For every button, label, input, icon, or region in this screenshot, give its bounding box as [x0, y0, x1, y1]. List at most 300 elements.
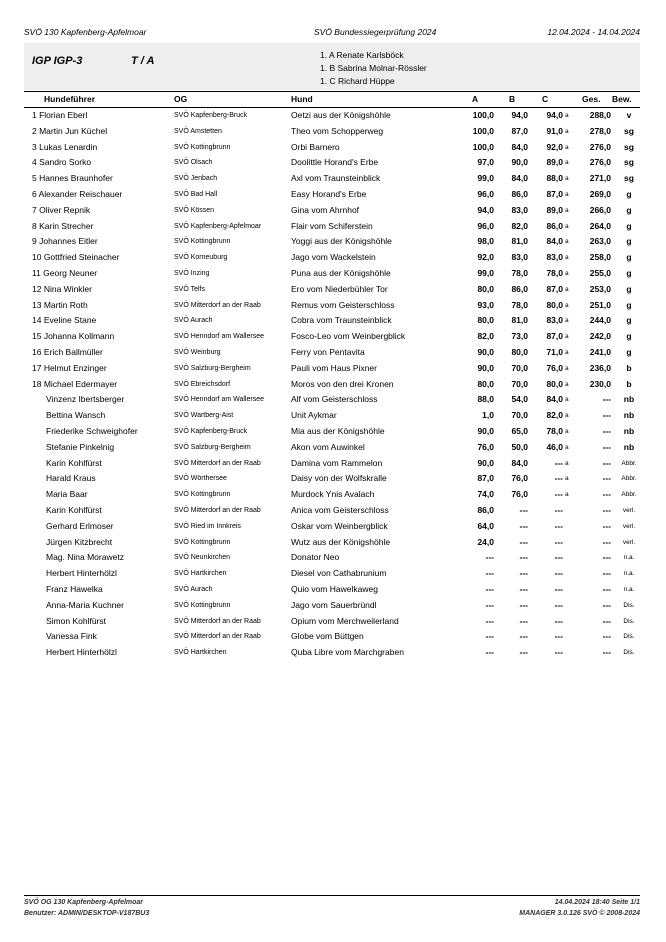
col-dog: Hund [291, 94, 313, 104]
og-cell: SVÖ Kapfenberg-Apfelmoar [174, 222, 262, 230]
score-b-cell: 76,0 [511, 489, 528, 500]
score-a-cell: 99,0 [477, 267, 494, 278]
og-cell: SVÖ Ried im Innkreis [174, 522, 241, 530]
score-c-cell: 94,0 [546, 110, 563, 120]
table-row [0, 519, 666, 535]
dog-cell: Jago vom Wackelstein [291, 252, 376, 263]
rating-cell: Dis. [623, 601, 635, 609]
og-cell: SVÖ Olsach [174, 159, 213, 167]
score-c-cell: 87,0 [546, 188, 563, 199]
score-b-cell: --- [519, 647, 528, 658]
og-cell: SVÖ Ebreichsdorf [174, 380, 231, 388]
total-cell: --- [602, 394, 611, 405]
dog-cell: Diesel von Cathabrunium [291, 568, 387, 579]
handler-cell: 10 Gottfried Steinacher [32, 252, 120, 263]
score-a-cell: 99,0 [477, 173, 494, 184]
score-c-cell: 80,0 [546, 378, 563, 389]
score-a-cell: 96,0 [477, 188, 494, 199]
handler-cell: 16 Erich Ballmüller [32, 346, 103, 357]
score-a-cell: 94,0 [477, 204, 494, 215]
og-cell: SVÖ Neunkirchen [174, 554, 231, 562]
rating-cell: v [626, 110, 632, 120]
footer-rule [24, 895, 640, 896]
total-cell: 264,0 [589, 220, 611, 231]
table-row [0, 550, 666, 566]
dog-cell: Anica vom Geisterschloss [291, 504, 389, 515]
rating-cell: Dis. [623, 617, 635, 625]
table-row [0, 140, 666, 156]
handler-cell: 17 Helmut Enzinger [32, 362, 107, 373]
handler-cell: Herbert Hinterhölzl [46, 647, 117, 658]
total-cell: --- [602, 599, 611, 610]
rating-cell: sg [624, 157, 634, 168]
score-c-cell: --- [554, 568, 563, 579]
rating-cell: nb [623, 410, 635, 421]
og-cell: SVÖ Aurach [174, 317, 213, 325]
score-c-cell: 89,0 [546, 157, 563, 168]
score-c-suffix: a [565, 396, 569, 404]
score-a-cell: 92,0 [477, 252, 494, 263]
handler-cell: Simon Kohlfürst [46, 615, 106, 626]
score-c-cell: --- [554, 631, 563, 642]
score-c-cell: 78,0 [546, 267, 563, 278]
og-cell: SVÖ Bad Hall [174, 190, 218, 198]
og-cell: SVÖ Mitterdorf an der Raab [174, 301, 261, 309]
dog-cell: Wutz aus der Königshöhle [291, 536, 391, 547]
og-cell: SVÖ Kapfenberg-Bruck [174, 112, 248, 119]
table-header [24, 91, 640, 108]
score-c-suffix: a [565, 380, 569, 388]
score-c-cell: --- [554, 583, 563, 594]
exam-class: T / A [131, 55, 155, 67]
total-cell: 236,0 [589, 362, 611, 373]
score-c-suffix: a [565, 364, 569, 372]
score-b-cell: 84,0 [511, 141, 528, 152]
total-cell: --- [602, 520, 611, 531]
total-cell: --- [602, 441, 611, 452]
dog-cell: Quba Libre vom Marchgraben [291, 647, 404, 658]
handler-cell: 1 Florian Eberl [32, 110, 88, 120]
score-b-cell: 84,0 [511, 457, 528, 468]
table-row [0, 282, 666, 298]
handler-cell: Stefanie Pinkelnig [46, 441, 115, 452]
handler-cell: 18 Michael Edermayer [32, 378, 118, 389]
total-cell: 263,0 [589, 236, 611, 247]
table-row [0, 566, 666, 582]
score-a-cell: 90,0 [477, 425, 494, 436]
score-b-cell: 78,0 [511, 299, 528, 310]
rating-cell: g [626, 267, 632, 278]
dog-cell: Opium vom Merchweilerland [291, 615, 399, 626]
handler-cell: Vanessa Fink [46, 631, 97, 642]
total-cell: 253,0 [589, 283, 611, 294]
dog-cell: Akon vom Auwinkel [291, 441, 365, 452]
rating-cell: Abbr. [621, 475, 637, 483]
dog-cell: Moros von den drei Kronen [291, 378, 394, 389]
score-c-cell: 80,0 [546, 299, 563, 310]
score-b-cell: 94,0 [511, 110, 528, 120]
judge-c: 1. C Richard Hüppe [320, 76, 395, 86]
handler-cell: 3 Lukas Lenardin [32, 141, 98, 152]
score-b-cell: 70,0 [511, 410, 528, 421]
score-a-cell: --- [485, 615, 494, 626]
dog-cell: Cobra vom Traunsteinblick [291, 315, 392, 326]
table-row [0, 645, 666, 661]
rating-cell: n.a. [623, 554, 635, 562]
score-a-cell: --- [485, 631, 494, 642]
score-a-cell: 80,0 [477, 283, 494, 294]
score-a-cell: 82,0 [477, 331, 494, 342]
rating-cell: verl. [622, 522, 636, 530]
table-row [0, 345, 666, 361]
total-cell: 271,0 [589, 173, 611, 184]
rating-cell: Dis. [623, 633, 635, 641]
total-cell: --- [602, 568, 611, 579]
handler-cell: Vinzenz Ibertsberger [46, 394, 125, 405]
rating-cell: Abbr. [621, 491, 637, 499]
handler-cell: Herbert Hinterhölzl [46, 568, 117, 579]
score-c-suffix: a [565, 269, 569, 277]
handler-cell: Friederike Schweighofer [46, 425, 138, 436]
score-c-cell: --- [554, 457, 563, 468]
rating-cell: g [626, 315, 632, 326]
total-cell: 276,0 [589, 141, 611, 152]
rating-cell: nb [623, 394, 635, 405]
total-cell: --- [602, 473, 611, 484]
rating-cell: verl. [622, 538, 636, 546]
total-cell: --- [602, 504, 611, 515]
rating-cell: g [626, 236, 632, 247]
dog-cell: Ero vom Niederbühler Tor [291, 283, 388, 294]
og-cell: SVÖ Korneuburg [174, 254, 228, 262]
dog-cell: Flair vom Schiferstein [291, 220, 373, 231]
og-cell: SVÖ Kottingbrunn [174, 491, 231, 499]
table-row [0, 424, 666, 440]
score-b-cell: 86,0 [511, 188, 528, 199]
dog-cell: Daisy von der Wolfskralle [291, 473, 387, 484]
score-a-cell: 88,0 [477, 394, 494, 405]
dog-cell: Puna aus der Königshöhle [291, 267, 391, 278]
score-c-cell: --- [554, 536, 563, 547]
score-b-cell: 65,0 [511, 425, 528, 436]
handler-cell: Franz Hawelka [46, 583, 103, 594]
score-c-suffix: a [565, 285, 569, 293]
og-cell: SVÖ Aurach [174, 585, 213, 593]
total-cell: 266,0 [589, 204, 611, 215]
score-c-cell: --- [554, 615, 563, 626]
results-table [0, 108, 666, 661]
score-a-cell: --- [485, 583, 494, 594]
header-dates: 12.04.2024 - 14.04.2024 [547, 27, 640, 37]
score-a-cell: 90,0 [477, 457, 494, 468]
score-a-cell: 98,0 [477, 236, 494, 247]
score-c-suffix: a [565, 175, 569, 183]
score-b-cell: --- [519, 552, 528, 563]
score-c-suffix: a [565, 412, 569, 420]
score-b-cell: 83,0 [511, 252, 528, 263]
dog-cell: Mia aus der Königshöhle [291, 425, 385, 436]
og-cell: SVÖ Telfs [174, 285, 205, 293]
og-cell: SVÖ Inzing [174, 269, 210, 277]
score-a-cell: --- [485, 568, 494, 579]
og-cell: SVÖ Wartberg-Aist [174, 412, 234, 420]
og-cell: SVÖ Amstetten [174, 127, 222, 135]
handler-cell: Maria Baar [46, 489, 88, 500]
header-club: SVÖ 130 Kapfenberg-Apfelmoar [24, 27, 147, 37]
og-cell: SVÖ Mitterdorf an der Raab [174, 617, 261, 625]
score-a-cell: 86,0 [477, 504, 494, 515]
score-c-cell: 83,0 [546, 315, 563, 326]
score-a-cell: 76,0 [477, 441, 494, 452]
score-c-suffix: a [565, 206, 569, 214]
score-c-cell: 89,0 [546, 204, 563, 215]
dog-cell: Yoggi aus der Königshöhle [291, 236, 392, 247]
score-b-cell: --- [519, 568, 528, 579]
footer-printed: 14.04.2024 18:40 Seite 1/1 [554, 899, 640, 906]
score-c-suffix: a [565, 190, 569, 198]
score-a-cell: 80,0 [477, 315, 494, 326]
og-cell: SVÖ Hartkirchen [174, 570, 227, 578]
score-b-cell: 81,0 [511, 315, 528, 326]
rating-cell: Abbr. [621, 459, 637, 467]
table-row [0, 108, 666, 124]
score-c-cell: --- [554, 647, 563, 658]
score-c-cell: 87,0 [546, 331, 563, 342]
score-a-cell: 93,0 [477, 299, 494, 310]
handler-cell: 5 Hannes Braunhofer [32, 173, 113, 184]
score-a-cell: 64,0 [477, 520, 494, 531]
exam-title: IGP IGP-3 [32, 55, 83, 67]
rating-cell: n.a. [623, 585, 635, 593]
header-event: SVÖ Bundessiegerprüfung 2024 [314, 27, 437, 37]
rating-cell: b [626, 362, 632, 373]
table-row [0, 234, 666, 250]
score-c-suffix: a [565, 427, 569, 435]
score-a-cell: 1,0 [482, 410, 494, 421]
og-cell: SVÖ Salzburg-Bergheim [174, 364, 251, 372]
og-cell: SVÖ Mitterdorf an der Raab [174, 633, 261, 641]
handler-cell: 11 Georg Neuner [32, 267, 98, 278]
handler-cell: Gerhard Erlmoser [46, 520, 114, 531]
dog-cell: Oskar vom Weinbergblick [291, 520, 388, 531]
score-c-suffix: a [565, 348, 569, 356]
score-a-cell: --- [485, 647, 494, 658]
score-b-cell: 84,0 [511, 173, 528, 184]
rating-cell: g [626, 331, 632, 342]
handler-cell: 14 Eveline Stane [32, 315, 97, 326]
og-cell: SVÖ Kottingbrunn [174, 238, 231, 246]
score-b-cell: 82,0 [511, 220, 528, 231]
score-a-cell: 74,0 [477, 489, 494, 500]
footer-club: SVÖ OG 130 Kapfenberg-Apfelmoar [24, 899, 144, 906]
total-cell: --- [602, 457, 611, 468]
score-a-cell: 80,0 [477, 378, 494, 389]
score-c-suffix: a [565, 491, 569, 499]
table-row [0, 582, 666, 598]
og-cell: SVÖ Mitterdorf an der Raab [174, 459, 261, 467]
dog-cell: Unit Aykmar [291, 410, 337, 421]
score-c-cell: 46,0 [546, 441, 563, 452]
col-handler: Hundeführer [44, 94, 95, 104]
score-b-cell: 90,0 [511, 157, 528, 168]
dog-cell: Doolittle Horand's Erbe [291, 157, 379, 168]
total-cell: 276,0 [589, 157, 611, 168]
rating-cell: g [626, 283, 632, 294]
og-cell: SVÖ Kössen [174, 206, 215, 214]
total-cell: --- [602, 536, 611, 547]
score-a-cell: 87,0 [477, 473, 494, 484]
score-b-cell: --- [519, 504, 528, 515]
score-c-cell: 82,0 [546, 410, 563, 421]
total-cell: --- [602, 425, 611, 436]
og-cell: SVÖ Salzburg-Bergheim [174, 443, 251, 451]
og-cell: SVÖ Kapfenberg-Bruck [174, 427, 248, 435]
score-b-cell: 81,0 [511, 236, 528, 247]
score-c-suffix: a [565, 159, 569, 167]
score-b-cell: 73,0 [511, 331, 528, 342]
table-row [0, 503, 666, 519]
total-cell: 278,0 [589, 125, 611, 136]
score-a-cell: --- [485, 552, 494, 563]
score-a-cell: --- [485, 599, 494, 610]
table-row [0, 471, 666, 487]
total-cell: --- [602, 631, 611, 642]
score-c-suffix: a [565, 112, 569, 119]
score-c-cell: --- [554, 599, 563, 610]
judges-list [320, 49, 427, 88]
score-b-cell: 50,0 [511, 441, 528, 452]
score-c-cell: 84,0 [546, 394, 563, 405]
table-row [0, 298, 666, 314]
footer-software: MANAGER 3.0.126 SVÖ © 2008-2024 [519, 910, 640, 917]
score-b-cell: 76,0 [511, 473, 528, 484]
rating-cell: g [626, 252, 632, 263]
rating-cell: g [626, 204, 632, 215]
total-cell: --- [602, 410, 611, 421]
total-cell: --- [602, 583, 611, 594]
score-a-cell: 100,0 [472, 110, 494, 120]
handler-cell: 6 Alexander Reischauer [32, 188, 123, 199]
rating-cell: g [626, 188, 632, 199]
col-rating: Bew. [612, 94, 632, 104]
score-b-cell: 87,0 [511, 125, 528, 136]
og-cell: SVÖ Hartkirchen [174, 649, 227, 657]
og-cell: SVÖ Jenbach [174, 175, 218, 183]
total-cell: 288,0 [589, 110, 611, 120]
table-row [0, 155, 666, 171]
og-cell: SVÖ Wörthersee [174, 475, 227, 483]
score-c-cell: 71,0 [546, 346, 563, 357]
score-c-suffix: a [565, 317, 569, 325]
table-row [0, 250, 666, 266]
rating-cell: sg [624, 173, 634, 184]
table-row [0, 614, 666, 630]
table-row [0, 124, 666, 140]
handler-cell: 12 Nina Winkler [32, 283, 92, 294]
handler-cell: 15 Johanna Kollmann [32, 331, 115, 342]
score-c-cell: 91,0 [546, 125, 563, 136]
rating-cell: nb [623, 425, 635, 436]
score-c-suffix: a [565, 443, 569, 451]
og-cell: SVÖ Kottingbrunn [174, 538, 231, 546]
col-b: B [509, 94, 516, 104]
dog-cell: Easy Horand's Erbe [291, 188, 367, 199]
table-row [0, 377, 666, 393]
dog-cell: Gina vom Ahrnhof [291, 204, 360, 215]
dog-cell: Oetzi aus der Königshöhle [291, 110, 391, 120]
total-cell: 242,0 [589, 331, 611, 342]
handler-cell: Karin Kohlfürst [46, 457, 102, 468]
table-row [0, 392, 666, 408]
handler-cell: Harald Kraus [46, 473, 96, 484]
score-c-suffix: a [565, 254, 569, 262]
score-c-cell: 76,0 [546, 362, 563, 373]
total-cell: --- [602, 615, 611, 626]
table-row [0, 456, 666, 472]
table-row [0, 629, 666, 645]
table-row [0, 187, 666, 203]
dog-cell: Quio vom Hawelkaweg [291, 583, 378, 594]
handler-cell: 8 Karin Strecher [32, 220, 94, 231]
og-cell: SVÖ Henndorf am Wallersee [174, 333, 264, 341]
score-b-cell: --- [519, 615, 528, 626]
table-row [0, 329, 666, 345]
dog-cell: Damina vom Rammelon [291, 457, 383, 468]
score-a-cell: 100,0 [472, 141, 494, 152]
score-c-cell: 83,0 [546, 252, 563, 263]
score-a-cell: 100,0 [472, 125, 494, 136]
total-cell: 255,0 [589, 267, 611, 278]
handler-cell: 4 Sandro Sorko [32, 157, 92, 168]
score-c-cell: 86,0 [546, 220, 563, 231]
judge-a: 1. A Renate Karlsböck [320, 50, 404, 60]
og-cell: SVÖ Mitterdorf an der Raab [174, 506, 261, 514]
dog-cell: Pauli vom Haus Pixner [291, 362, 377, 373]
score-c-cell: 92,0 [546, 141, 563, 152]
score-b-cell: 86,0 [511, 283, 528, 294]
dog-cell: Murdock Ynis Avalach [291, 489, 375, 500]
og-cell: SVÖ Henndorf am Wallersee [174, 396, 264, 404]
dog-cell: Theo vom Schopperweg [291, 125, 384, 136]
og-cell: SVÖ Kottingbrunn [174, 143, 231, 151]
total-cell: --- [602, 489, 611, 500]
score-c-cell: 84,0 [546, 236, 563, 247]
handler-cell: Anna-Maria Kuchner [46, 599, 124, 610]
score-c-suffix: a [565, 127, 569, 135]
table-row [0, 361, 666, 377]
dog-cell: Ferry von Pentavita [291, 346, 365, 357]
score-c-cell: 87,0 [546, 283, 563, 294]
score-c-cell: --- [554, 504, 563, 515]
total-cell: 269,0 [589, 188, 611, 199]
handler-cell: Karin Kohlfürst [46, 504, 102, 515]
score-a-cell: 90,0 [477, 346, 494, 357]
class-band [24, 43, 640, 90]
score-c-cell: --- [554, 552, 563, 563]
score-b-cell: --- [519, 599, 528, 610]
handler-cell: 9 Johannes Eitler [32, 236, 98, 247]
score-b-cell: --- [519, 631, 528, 642]
score-b-cell: 83,0 [511, 204, 528, 215]
handler-cell: 13 Martin Roth [32, 299, 88, 310]
total-cell: 230,0 [589, 378, 611, 389]
score-c-cell: --- [554, 473, 563, 484]
dog-cell: Axl vom Traunsteinblick [291, 173, 381, 184]
rating-cell: g [626, 346, 632, 357]
score-c-cell: --- [554, 520, 563, 531]
rating-cell: verl. [622, 506, 636, 514]
score-b-cell: 54,0 [511, 394, 528, 405]
